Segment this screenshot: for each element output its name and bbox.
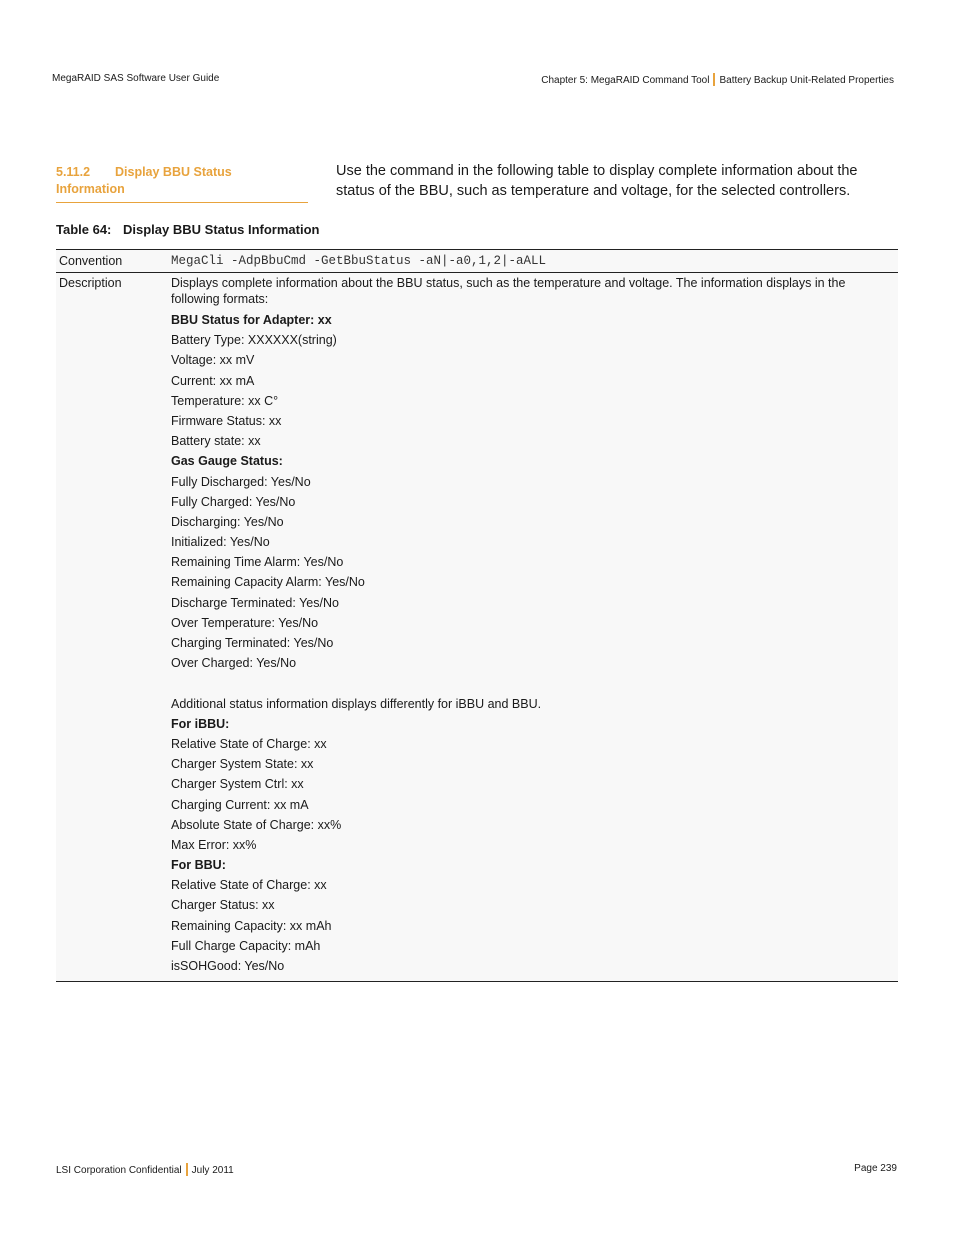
footer-confidential: LSI Corporation Confidential xyxy=(56,1165,182,1176)
description-line: Full Charge Capacity: mAh xyxy=(171,938,321,953)
description-line: Over Charged: Yes/No xyxy=(171,656,297,671)
description-line: Max Error: xx% xyxy=(171,837,257,852)
table-row-convention xyxy=(56,250,898,273)
description-subheading: Gas Gauge Status: xyxy=(171,454,283,469)
description-subheading: For BBU: xyxy=(171,858,226,873)
section-intro: Use the command in the following table to display complete information about the status of the BBU, such as temperature and voltage, for the selected controllers. xyxy=(336,163,858,199)
header-divider xyxy=(713,73,715,86)
description-line: Discharging: Yes/No xyxy=(171,514,284,529)
description-lines xyxy=(171,310,898,976)
description-line: Discharge Terminated: Yes/No xyxy=(171,595,339,610)
description-line: Initialized: Yes/No xyxy=(171,535,270,550)
description-line: Charger System State: xx xyxy=(171,757,314,772)
header-chapter: Chapter 5: MegaRAID Command Tool xyxy=(541,75,710,86)
footer-left xyxy=(56,1163,234,1176)
table-caption xyxy=(56,222,319,237)
description-line: Remaining Time Alarm: Yes/No xyxy=(171,555,344,570)
description-label: Description xyxy=(59,276,122,290)
description-line: Absolute State of Charge: xx% xyxy=(171,817,342,832)
description-cell xyxy=(171,275,898,976)
description-line: Additional status information displays differently for iBBU and BBU. xyxy=(171,696,542,711)
description-line: Relative State of Charge: xx xyxy=(171,878,327,893)
description-line xyxy=(171,673,898,693)
description-line: Voltage: xx mV xyxy=(171,353,255,368)
section-title-line2: Information xyxy=(56,182,125,196)
section-number: 5.11.2 xyxy=(56,165,91,179)
convention-command: MegaCli -AdpBbuCmd -GetBbuStatus -aN|-a0,1,2|-aALL xyxy=(171,254,547,268)
description-line: Fully Charged: Yes/No xyxy=(171,494,296,509)
description-line: Relative State of Charge: xx xyxy=(171,736,327,751)
table-row-description xyxy=(56,273,898,981)
section-title-line1: Display BBU Status xyxy=(115,165,232,179)
description-line: Firmware Status: xx xyxy=(171,413,282,428)
footer-date: July 2011 xyxy=(191,1165,234,1176)
description-line: Over Temperature: Yes/No xyxy=(171,615,319,630)
description-line: Battery state: xx xyxy=(171,434,261,449)
description-line: Charger Status: xx xyxy=(171,898,275,913)
description-line: Fully Discharged: Yes/No xyxy=(171,474,311,489)
description-subheading: For iBBU: xyxy=(171,716,230,731)
description-line: Charging Current: xx mA xyxy=(171,797,309,812)
convention-label: Convention xyxy=(59,254,123,268)
running-header-title: MegaRAID SAS Software User Guide xyxy=(52,73,220,84)
description-line: Temperature: xx C° xyxy=(171,393,279,408)
description-line: Remaining Capacity Alarm: Yes/No xyxy=(171,575,365,590)
header-section: Battery Backup Unit-Related Properties xyxy=(719,75,894,86)
description-subheading: BBU Status for Adapter: xx xyxy=(171,313,332,327)
command-table xyxy=(56,249,898,982)
table-caption-title: Display BBU Status Information xyxy=(123,222,320,237)
footer-divider xyxy=(186,1163,188,1176)
description-line: Remaining Capacity: xx mAh xyxy=(171,918,332,933)
page-number: Page 239 xyxy=(854,1163,897,1174)
table-caption-number: Table 64: xyxy=(56,222,112,237)
description-line: Charger System Ctrl: xx xyxy=(171,777,304,792)
description-line: Current: xx mA xyxy=(171,373,255,388)
description-line: isSOHGood: Yes/No xyxy=(171,959,285,973)
description-line: Charging Terminated: Yes/No xyxy=(171,636,334,650)
running-header-chapter xyxy=(541,73,894,86)
section-heading xyxy=(56,164,308,203)
description-line: Battery Type: XXXXXX(string) xyxy=(171,333,337,348)
description-intro: Displays complete information about the BBU status, such as the temperature and voltage. The information displays in the following formats: xyxy=(171,276,846,306)
